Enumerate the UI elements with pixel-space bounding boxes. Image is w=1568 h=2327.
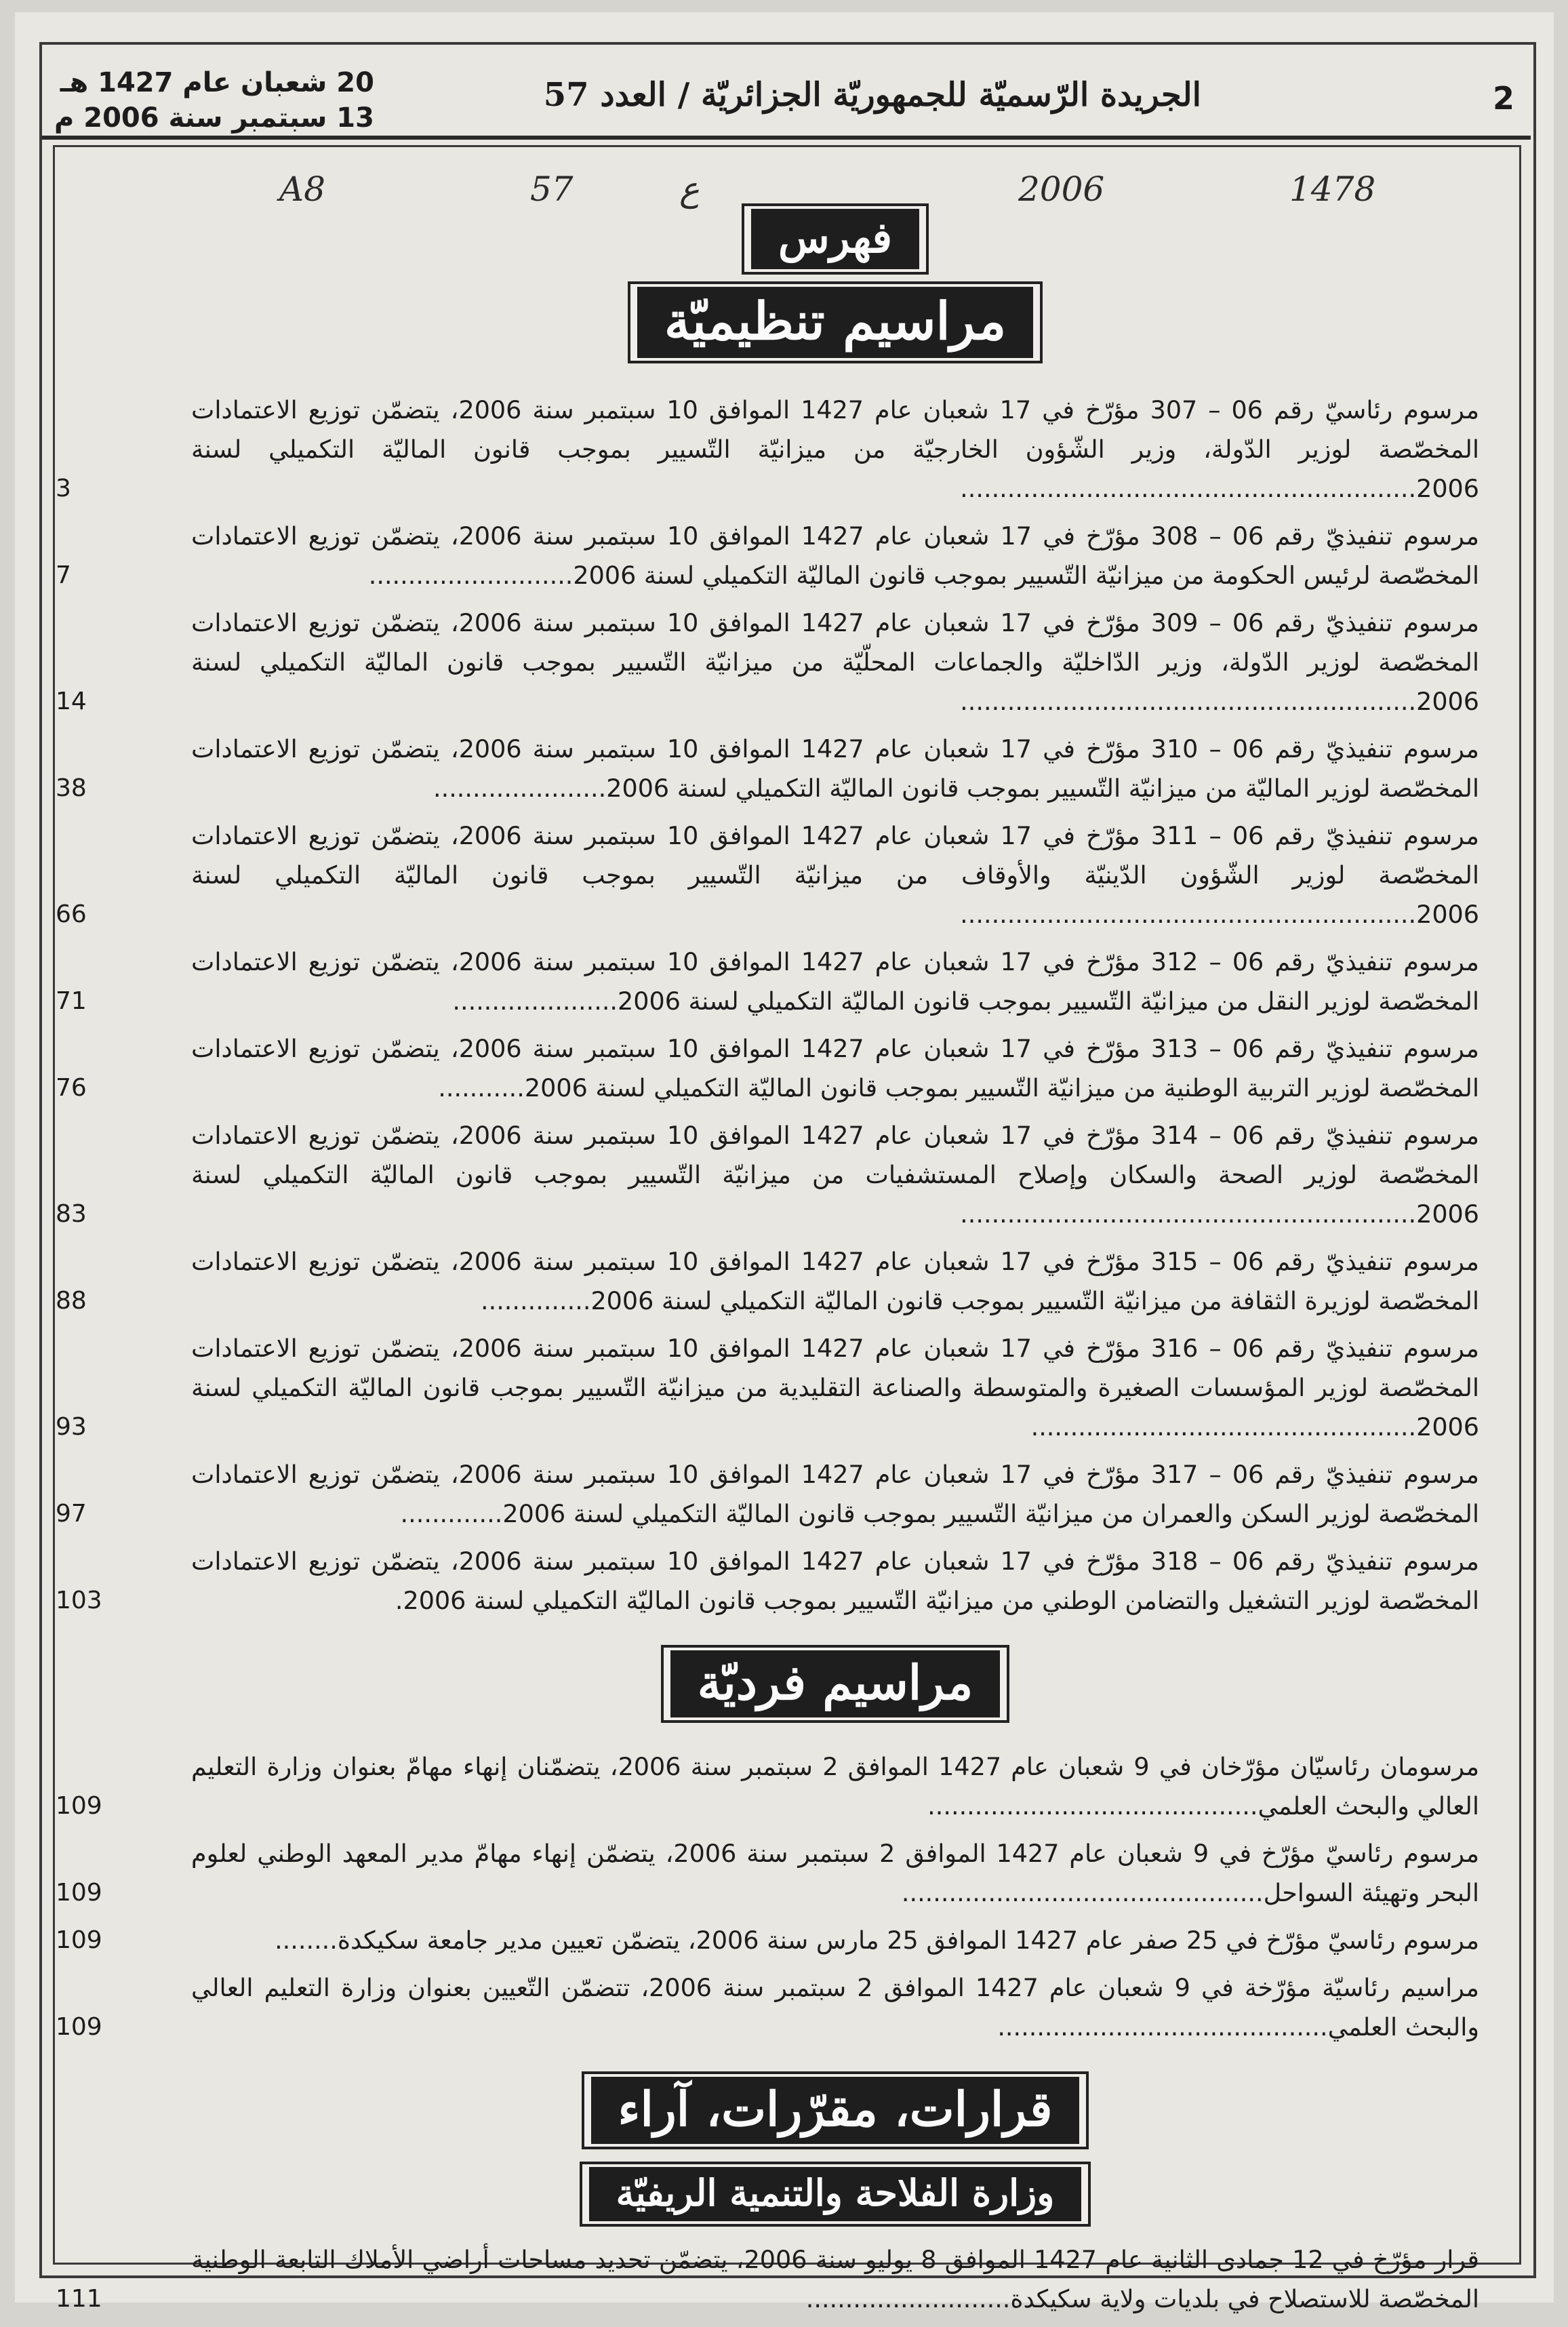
toc-entry-page: 71	[56, 987, 87, 1015]
toc-entry-page: 97	[56, 1500, 87, 1528]
toc-entry	[56, 730, 1479, 808]
individual-decrees-heading: مراسيم فرديّة	[661, 1645, 1010, 1723]
toc-entry-page: 103	[56, 1587, 102, 1614]
toc-entry-text: مرسوم تنفيذيّ رقم 06 – 310 مؤرّخ في 17 شعبان عام 1427 الموافق 10 سبتمبر سنة 2006، يتضمّن توزيع الاعتمادات المخصّصة لوزير الماليّة من ميزانيّة التّسيير بموجب قانون الماليّة التكميلي لسنة 2006......................	[191, 734, 1479, 803]
toc-entry-text: مرسوم تنفيذيّ رقم 06 – 316 مؤرّخ في 17 شعبان عام 1427 الموافق 10 سبتمبر سنة 2006، يتضمّن توزيع الاعتمادات المخصّصة لوزير المؤسسات الصغيرة والمتوسطة والصناعة التقليدية من ميزانيّة التّسيير بموجب قانون الماليّة التكميلي لسنة 2006.................................................	[191, 1334, 1479, 1441]
toc-entry-page: 83	[56, 1200, 87, 1228]
toc-entry	[56, 1116, 1479, 1234]
toc-entry-text: مرسوم رئاسيّ رقم 06 – 307 مؤرّخ في 17 شعبان عام 1427 الموافق 10 سبتمبر سنة 2006، يتضمّن توزيع الاعتمادات المخصّصة لوزير الدّولة، وزير الشّؤون الخارجيّة من ميزانيّة التّسيير بموجب قانون الماليّة التكميلي لسنة 2006..........................................................	[191, 395, 1479, 503]
toc-entry	[56, 1834, 1480, 1913]
toc-entry-text: مرسوم تنفيذيّ رقم 06 – 315 مؤرّخ في 17 شعبان عام 1427 الموافق 10 سبتمبر سنة 2006، يتضمّن توزيع الاعتمادات المخصّصة لوزيرة الثقافة من ميزانيّة التّسيير بموجب قانون الماليّة التكميلي لسنة 2006..............	[191, 1247, 1479, 1315]
date-hijri: 20 شعبان عام 1427 هـ	[60, 67, 374, 98]
regulatory-decrees-heading: مراسيم تنظيميّة	[628, 281, 1043, 363]
index-heading: فهرس	[742, 203, 929, 275]
toc-entry-page: 38	[56, 774, 87, 802]
toc-entry	[56, 517, 1479, 595]
toc-entry-text: قرار مؤرّخ في 12 جمادى الثانية عام 1427 الموافق 8 يوليو سنة 2006، يتضمّن تحديد مساحات أراضي الأملاك التابعة الوطنية المخصّصة للاستصلاح في بلديات ولاية سكيكدة..........................	[191, 2245, 1479, 2313]
page-sheet	[15, 12, 1554, 2313]
regulatory-decrees-list	[56, 391, 1479, 1620]
header-rule	[42, 136, 1531, 140]
toc-entry-text: مرسوم تنفيذيّ رقم 06 – 318 مؤرّخ في 17 شعبان عام 1427 الموافق 10 سبتمبر سنة 2006، يتضمّن توزيع الاعتمادات المخصّصة لوزير التشغيل والتضامن الوطني من ميزانيّة التّسيير بموجب قانون الماليّة التكميلي لسنة 2006.	[191, 1547, 1479, 1615]
toc-entry	[56, 1455, 1479, 1534]
toc-entry-text: مرسوم تنفيذيّ رقم 06 – 312 مؤرّخ في 17 شعبان عام 1427 الموافق 10 سبتمبر سنة 2006، يتضمّن توزيع الاعتمادات المخصّصة لوزير النقل من ميزانيّة التّسيير بموجب قانون الماليّة التكميلي لسنة 2006.....................	[191, 947, 1479, 1016]
toc-entry-page: 14	[56, 688, 87, 715]
toc-entry-text: مراسيم رئاسيّة مؤرّخة في 9 شعبان عام 1427 الموافق 2 سبتمبر سنة 2006، تتضمّن التّعيين بعنوان وزارة التعليم العالي والبحث العلمي..........................................	[191, 1973, 1479, 2042]
toc-entry	[56, 1329, 1479, 1447]
toc-entry	[56, 603, 1479, 721]
toc-entry-text: مرسوم رئاسيّ مؤرّخ في 9 شعبان عام 1427 الموافق 2 سبتمبر سنة 2006، يتضمّن إنهاء مهامّ مدير المعهد الوطني لعلوم البحر وتهيئة السواحل..............................................	[191, 1839, 1480, 1907]
toc-entry-text: مرسوم تنفيذيّ رقم 06 – 309 مؤرّخ في 17 شعبان عام 1427 الموافق 10 سبتمبر سنة 2006، يتضمّن توزيع الاعتمادات المخصّصة لوزير الدّولة، وزير الدّاخليّة والجماعات المحلّيّة من ميزانيّة التّسيير بموجب قانون الماليّة التكميلي لسنة 2006..........................................................	[191, 608, 1479, 716]
toc-entry	[56, 816, 1479, 934]
page-number: 2	[1492, 80, 1514, 117]
toc-entry-page: 93	[56, 1413, 87, 1441]
toc-entry-text: مرسوم تنفيذيّ رقم 06 – 317 مؤرّخ في 17 شعبان عام 1427 الموافق 10 سبتمبر سنة 2006، يتضمّن توزيع الاعتمادات المخصّصة لوزير السكن والعمران من ميزانيّة التّسيير بموجب قانون الماليّة التكميلي لسنة 2006.............	[191, 1460, 1479, 1528]
toc-entry	[56, 1921, 1479, 1960]
toc-entry	[56, 1029, 1479, 1108]
toc-entry-page: 3	[56, 475, 71, 502]
gazette-header	[42, 53, 1527, 134]
toc-entry-text: مرسوم رئاسيّ مؤرّخ في 25 صفر عام 1427 الموافق 25 مارس سنة 2006، يتضمّن تعيين مدير جامعة سكيكدة........	[275, 1926, 1479, 1955]
toc-entry-page: 109	[56, 1792, 102, 1820]
decisions-list	[56, 2240, 1479, 2319]
issue-date	[54, 65, 374, 136]
toc-entry	[56, 391, 1479, 509]
toc-entry	[56, 1747, 1480, 1826]
individual-decrees-list	[56, 1747, 1480, 2047]
toc-entry	[56, 1542, 1479, 1620]
handwritten-note: 1478	[1289, 170, 1376, 209]
toc-entry-text: مرسوم تنفيذيّ رقم 06 – 308 مؤرّخ في 17 شعبان عام 1427 الموافق 10 سبتمبر سنة 2006، يتضمّن توزيع الاعتمادات المخصّصة لرئيس الحكومة من ميزانيّة التّسيير بموجب قانون الماليّة التكميلي لسنة 2006..........................	[191, 521, 1479, 590]
decisions-heading: قرارات، مقرّرات، آراء	[582, 2071, 1089, 2149]
toc-entry	[56, 2240, 1479, 2319]
table-of-contents	[56, 195, 1480, 2327]
toc-entry-text: مرسومان رئاسيّان مؤرّخان في 9 شعبان عام 1427 الموافق 2 سبتمبر سنة 2006، يتضمّنان إنهاء مهامّ بعنوان وزارة التعليم العالي والبحث العلمي..........................................	[191, 1752, 1480, 1821]
toc-entry	[56, 942, 1479, 1021]
toc-entry	[56, 1968, 1479, 2047]
toc-entry-text: مرسوم تنفيذيّ رقم 06 – 313 مؤرّخ في 17 شعبان عام 1427 الموافق 10 سبتمبر سنة 2006، يتضمّن توزيع الاعتمادات المخصّصة لوزير التربية الوطنية من ميزانيّة التّسيير بموجب قانون الماليّة التكميلي لسنة 2006...........	[191, 1034, 1479, 1102]
toc-entry-page: 88	[56, 1287, 87, 1315]
toc-entry-page: 109	[56, 2013, 102, 2041]
handwritten-note: ع	[679, 170, 700, 209]
toc-entry	[56, 1242, 1479, 1321]
handwritten-note: A8	[279, 170, 325, 209]
toc-entry-page: 66	[56, 900, 87, 928]
toc-entry-page: 109	[56, 1926, 102, 1954]
gazette-title: الجريدة الرّسميّة للجمهوريّة الجزائريّة / العدد 57	[543, 76, 1201, 114]
date-gregorian: 13 سبتمبر سنة 2006 م	[54, 102, 374, 134]
toc-entry-text: مرسوم تنفيذيّ رقم 06 – 314 مؤرّخ في 17 شعبان عام 1427 الموافق 10 سبتمبر سنة 2006، يتضمّن توزيع الاعتمادات المخصّصة لوزير الصحة والسكان وإصلاح المستشفيات من ميزانيّة التّسيير بموجب قانون الماليّة التكميلي لسنة 2006..........................................................	[191, 1121, 1479, 1229]
handwritten-note: 2006	[1018, 170, 1105, 209]
toc-entry-page: 76	[56, 1074, 87, 1102]
toc-entry-page: 7	[56, 561, 71, 589]
toc-entry-page: 109	[56, 1879, 102, 1907]
toc-entry-text: مرسوم تنفيذيّ رقم 06 – 311 مؤرّخ في 17 شعبان عام 1427 الموافق 10 سبتمبر سنة 2006، يتضمّن توزيع الاعتمادات المخصّصة لوزير الشّؤون الدّينيّة والأوقاف من ميزانيّة التّسيير بموجب قانون الماليّة التكميلي لسنة 2006..........................................................	[191, 821, 1479, 929]
ministry-heading: وزارة الفلاحة والتنمية الريفيّة	[580, 2162, 1091, 2227]
handwritten-note: 57	[530, 170, 574, 209]
toc-entry-page: 111	[56, 2285, 102, 2313]
